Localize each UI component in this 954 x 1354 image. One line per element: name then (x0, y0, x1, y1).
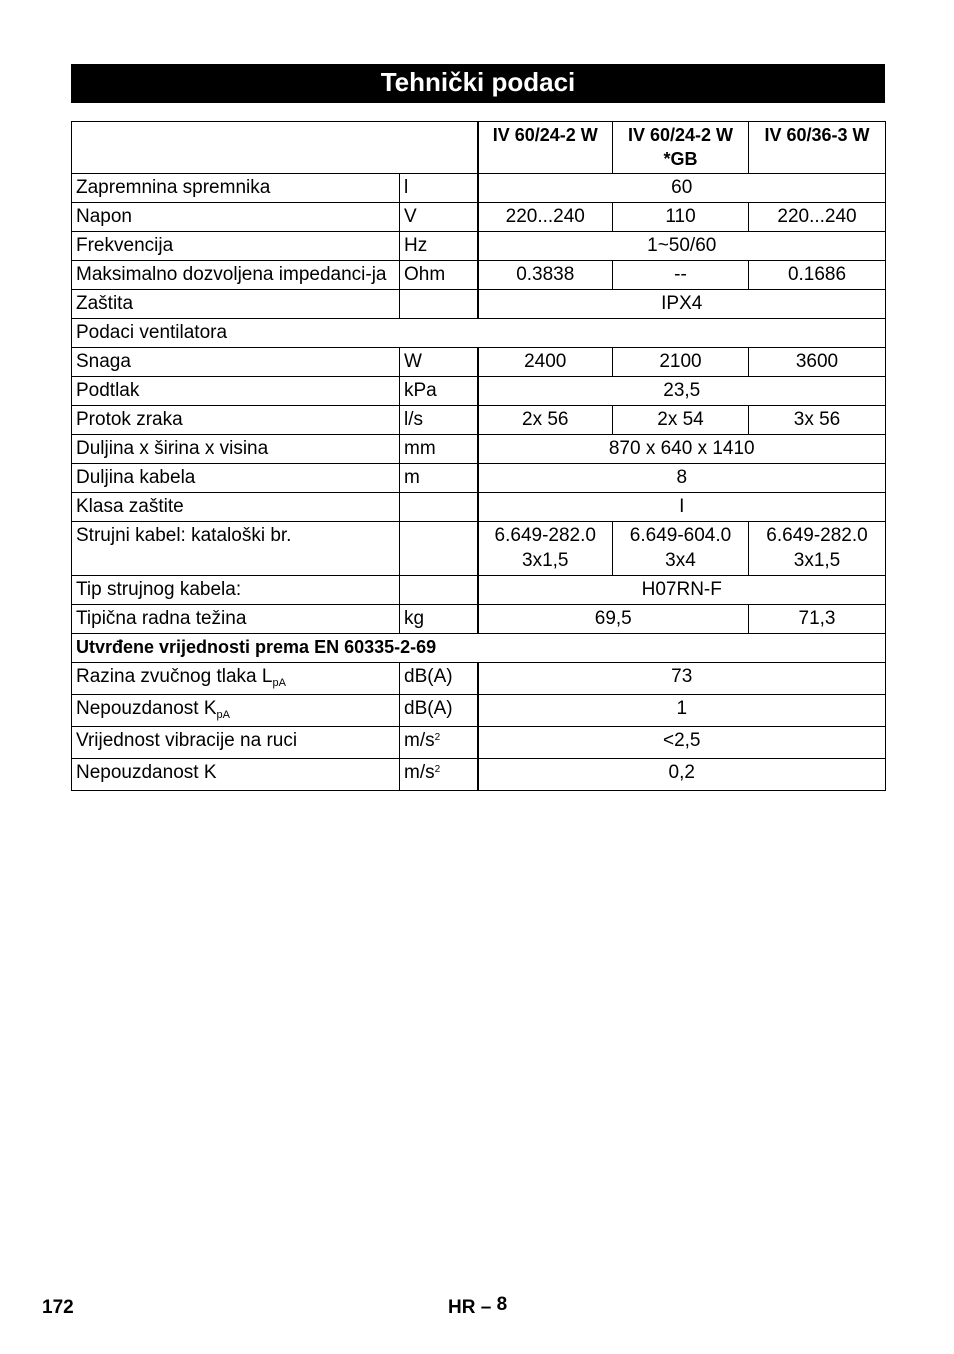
row-unit: Ohm (400, 261, 478, 290)
row-value: 73 (478, 663, 886, 695)
row-label: Protok zraka (72, 406, 400, 435)
row-label: Zaštita (72, 290, 400, 319)
row-label: Zapremnina spremnika (72, 174, 400, 203)
row-value: I (478, 493, 886, 522)
row-label: Duljina x širina x visina (72, 435, 400, 464)
table-row (72, 232, 886, 261)
unit-text: m/s (404, 762, 435, 783)
table-row (72, 348, 886, 377)
row-unit: mm (400, 435, 478, 464)
label-text: Razina zvučnog tlaka L (76, 666, 273, 687)
cable-part-number: 6.649-282.0 (766, 525, 868, 546)
row-value (478, 522, 613, 576)
row-value: -- (613, 261, 749, 290)
cable-part-number: 6.649-282.0 (494, 525, 596, 546)
row-label: Podtlak (72, 377, 400, 406)
row-label: Tip strujnog kabela: (72, 576, 400, 605)
row-unit: dB(A) (400, 695, 478, 727)
row-label: Vrijednost vibracije na ruci (72, 727, 400, 759)
row-label: Klasa zaštite (72, 493, 400, 522)
cable-part-number: 6.649-604.0 (629, 525, 732, 546)
row-unit (400, 522, 478, 576)
row-label (72, 663, 400, 695)
cable-cross-section: 3x1,5 (522, 550, 569, 571)
cable-cross-section: 3x4 (665, 550, 696, 571)
table-header-row (72, 122, 886, 174)
table-row (72, 464, 886, 493)
row-label: Tipična radna težina (72, 605, 400, 634)
row-label: Maksimalno dozvoljena impedanci-ja (72, 261, 400, 290)
row-value (749, 522, 886, 576)
row-value: H07RN-F (478, 576, 886, 605)
table-row (72, 406, 886, 435)
row-value: 2x 56 (478, 406, 613, 435)
row-value: 1~50/60 (478, 232, 886, 261)
unit-superscript: 2 (434, 764, 441, 775)
table-row (72, 290, 886, 319)
row-unit: Hz (400, 232, 478, 261)
row-value: 3x 56 (749, 406, 886, 435)
unit-text: m/s (404, 730, 435, 751)
row-label: Nepouzdanost K (72, 759, 400, 791)
page-title: Tehnički podaci (71, 64, 885, 103)
table-row (72, 605, 886, 634)
row-value: 69,5 (478, 605, 749, 634)
row-value: 3600 (749, 348, 886, 377)
row-label: Frekvencija (72, 232, 400, 261)
model-header-2: IV 60/24-2 W *GB (613, 122, 749, 174)
table-row (72, 174, 886, 203)
row-value: 2x 54 (613, 406, 749, 435)
table-row (72, 435, 886, 464)
row-label: Duljina kabela (72, 464, 400, 493)
unit-superscript: 2 (434, 732, 441, 743)
model-header-3: IV 60/36-3 W (749, 122, 886, 174)
row-unit: kg (400, 605, 478, 634)
row-unit (400, 576, 478, 605)
label-text: Nepouzdanost K (76, 698, 217, 719)
row-unit: l/s (400, 406, 478, 435)
row-label: Snaga (72, 348, 400, 377)
table-row (72, 663, 886, 695)
section-label: Podaci ventilatora (72, 319, 886, 348)
row-unit: V (400, 203, 478, 232)
row-unit: W (400, 348, 478, 377)
table-row (72, 493, 886, 522)
table-row (72, 377, 886, 406)
row-label: Napon (72, 203, 400, 232)
label-subscript: pA (216, 709, 230, 721)
row-value: 2100 (613, 348, 749, 377)
table-section-row (72, 634, 886, 663)
row-value: 23,5 (478, 377, 886, 406)
table-row (72, 261, 886, 290)
row-value: 8 (478, 464, 886, 493)
row-value: 0,2 (478, 759, 886, 791)
row-value: 220...240 (749, 203, 886, 232)
row-unit (400, 290, 478, 319)
row-unit (400, 759, 478, 791)
model-header-1: IV 60/24-2 W (478, 122, 613, 174)
footer-dash: – (480, 1297, 492, 1318)
row-value: 71,3 (749, 605, 886, 634)
row-value: 220...240 (478, 203, 613, 232)
row-label (72, 695, 400, 727)
row-value: 2400 (478, 348, 613, 377)
table-row (72, 695, 886, 727)
row-unit (400, 493, 478, 522)
row-unit (400, 727, 478, 759)
table-row (72, 727, 886, 759)
row-value: 0.3838 (478, 261, 613, 290)
row-value: IPX4 (478, 290, 886, 319)
table-row (72, 759, 886, 791)
row-value: 60 (478, 174, 886, 203)
table-row (72, 203, 886, 232)
section-label: Utvrđene vrijednosti prema EN 60335-2-69 (72, 634, 886, 663)
language-code: HR (448, 1297, 476, 1318)
row-label: Strujni kabel: kataloški br. (72, 522, 400, 576)
footer-section-label (448, 1294, 508, 1319)
table-row (72, 576, 886, 605)
row-value: 0.1686 (749, 261, 886, 290)
row-value (613, 522, 749, 576)
row-value: 1 (478, 695, 886, 727)
cable-cross-section: 3x1,5 (793, 550, 841, 571)
row-value: 110 (613, 203, 749, 232)
header-empty-cell (72, 122, 478, 174)
tech-specs-table (71, 121, 886, 791)
row-unit: dB(A) (400, 663, 478, 695)
table-section-row (72, 319, 886, 348)
table-row (72, 522, 886, 576)
row-value: <2,5 (478, 727, 886, 759)
section-number: 8 (496, 1294, 508, 1315)
row-unit: l (400, 174, 478, 203)
label-subscript: pA (272, 677, 286, 689)
row-unit: kPa (400, 377, 478, 406)
row-value: 870 x 640 x 1410 (478, 435, 886, 464)
row-unit: m (400, 464, 478, 493)
page-number: 172 (42, 1297, 74, 1318)
